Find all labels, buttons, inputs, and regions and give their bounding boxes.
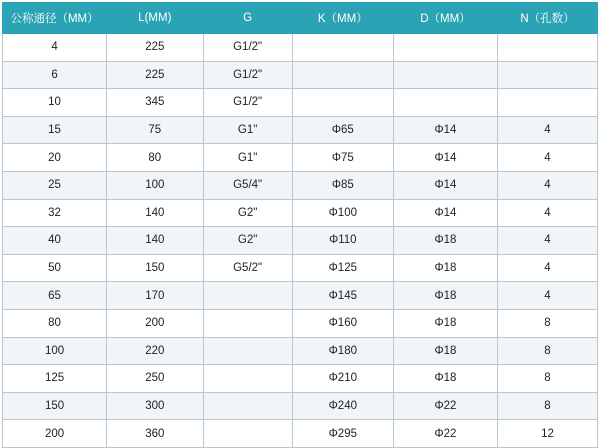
cell-l: 225 <box>107 61 203 89</box>
cell-n: 8 <box>498 365 598 393</box>
table-row <box>3 227 598 255</box>
cell-nominal-diameter: 15 <box>3 116 107 144</box>
table-row <box>3 61 598 89</box>
cell-d <box>393 34 497 62</box>
cell-g <box>203 309 292 337</box>
cell-n: 4 <box>498 171 598 199</box>
cell-d: Φ18 <box>393 254 497 282</box>
cell-n: 4 <box>498 144 598 172</box>
cell-g: G1/2" <box>203 89 292 117</box>
cell-nominal-diameter: 6 <box>3 61 107 89</box>
table-header <box>3 3 598 34</box>
cell-nominal-diameter: 200 <box>3 420 107 448</box>
cell-l: 170 <box>107 282 203 310</box>
cell-d <box>393 61 497 89</box>
cell-n: 4 <box>498 116 598 144</box>
cell-d <box>393 89 497 117</box>
cell-g <box>203 365 292 393</box>
cell-l: 140 <box>107 227 203 255</box>
cell-nominal-diameter: 10 <box>3 89 107 117</box>
table-header-row <box>3 3 598 34</box>
cell-k: Φ145 <box>292 282 393 310</box>
cell-l: 100 <box>107 171 203 199</box>
cell-nominal-diameter: 50 <box>3 254 107 282</box>
cell-n: 4 <box>498 254 598 282</box>
cell-n: 4 <box>498 227 598 255</box>
table-row <box>3 309 598 337</box>
table-row <box>3 365 598 393</box>
cell-k: Φ125 <box>292 254 393 282</box>
cell-d: Φ14 <box>393 171 497 199</box>
cell-n: 4 <box>498 199 598 227</box>
cell-l: 345 <box>107 89 203 117</box>
cell-nominal-diameter: 125 <box>3 365 107 393</box>
cell-g: G5/2" <box>203 254 292 282</box>
cell-k: Φ210 <box>292 365 393 393</box>
cell-g: G1" <box>203 116 292 144</box>
table-body <box>3 34 598 448</box>
cell-nominal-diameter: 100 <box>3 337 107 365</box>
cell-d: Φ18 <box>393 282 497 310</box>
cell-nominal-diameter: 32 <box>3 199 107 227</box>
cell-d: Φ14 <box>393 144 497 172</box>
cell-n: 12 <box>498 420 598 448</box>
cell-d: Φ18 <box>393 309 497 337</box>
cell-nominal-diameter: 25 <box>3 171 107 199</box>
column-header-nominal-diameter: 公称通径（MM） <box>3 3 107 34</box>
cell-d: Φ18 <box>393 365 497 393</box>
column-header-n: N（孔数） <box>498 3 598 34</box>
table-row <box>3 199 598 227</box>
cell-k: Φ180 <box>292 337 393 365</box>
cell-d: Φ22 <box>393 392 497 420</box>
cell-l: 75 <box>107 116 203 144</box>
cell-g: G2" <box>203 199 292 227</box>
cell-l: 225 <box>107 34 203 62</box>
cell-d: Φ14 <box>393 116 497 144</box>
cell-k: Φ100 <box>292 199 393 227</box>
cell-n: 8 <box>498 309 598 337</box>
cell-k <box>292 61 393 89</box>
cell-n: 4 <box>498 282 598 310</box>
cell-l: 140 <box>107 199 203 227</box>
cell-n <box>498 89 598 117</box>
table-row <box>3 144 598 172</box>
cell-g: G1" <box>203 144 292 172</box>
cell-nominal-diameter: 150 <box>3 392 107 420</box>
table-row <box>3 337 598 365</box>
table-row <box>3 254 598 282</box>
cell-k: Φ65 <box>292 116 393 144</box>
cell-d: Φ22 <box>393 420 497 448</box>
cell-g <box>203 282 292 310</box>
table-row <box>3 392 598 420</box>
cell-g <box>203 392 292 420</box>
cell-k: Φ85 <box>292 171 393 199</box>
cell-n: 8 <box>498 392 598 420</box>
cell-g: G1/2" <box>203 34 292 62</box>
table-row <box>3 89 598 117</box>
table-row <box>3 171 598 199</box>
cell-d: Φ14 <box>393 199 497 227</box>
cell-k: Φ240 <box>292 392 393 420</box>
cell-nominal-diameter: 40 <box>3 227 107 255</box>
cell-d: Φ18 <box>393 227 497 255</box>
column-header-l: L(MM) <box>107 3 203 34</box>
cell-k <box>292 89 393 117</box>
cell-g: G5/4" <box>203 171 292 199</box>
cell-g <box>203 420 292 448</box>
cell-nominal-diameter: 65 <box>3 282 107 310</box>
cell-n <box>498 61 598 89</box>
cell-k <box>292 34 393 62</box>
cell-nominal-diameter: 80 <box>3 309 107 337</box>
column-header-g: G <box>203 3 292 34</box>
cell-l: 220 <box>107 337 203 365</box>
cell-g: G2" <box>203 227 292 255</box>
cell-g <box>203 337 292 365</box>
table-row <box>3 420 598 448</box>
cell-l: 200 <box>107 309 203 337</box>
table-row <box>3 34 598 62</box>
cell-d: Φ18 <box>393 337 497 365</box>
column-header-d: D（MM） <box>393 3 497 34</box>
cell-l: 250 <box>107 365 203 393</box>
specification-table <box>2 2 598 448</box>
cell-n: 8 <box>498 337 598 365</box>
cell-k: Φ75 <box>292 144 393 172</box>
cell-k: Φ110 <box>292 227 393 255</box>
table-row <box>3 282 598 310</box>
cell-n <box>498 34 598 62</box>
cell-nominal-diameter: 20 <box>3 144 107 172</box>
cell-l: 360 <box>107 420 203 448</box>
cell-l: 80 <box>107 144 203 172</box>
column-header-k: K（MM） <box>292 3 393 34</box>
cell-nominal-diameter: 4 <box>3 34 107 62</box>
cell-k: Φ295 <box>292 420 393 448</box>
cell-k: Φ160 <box>292 309 393 337</box>
cell-g: G1/2" <box>203 61 292 89</box>
table-row <box>3 116 598 144</box>
cell-l: 300 <box>107 392 203 420</box>
cell-l: 150 <box>107 254 203 282</box>
